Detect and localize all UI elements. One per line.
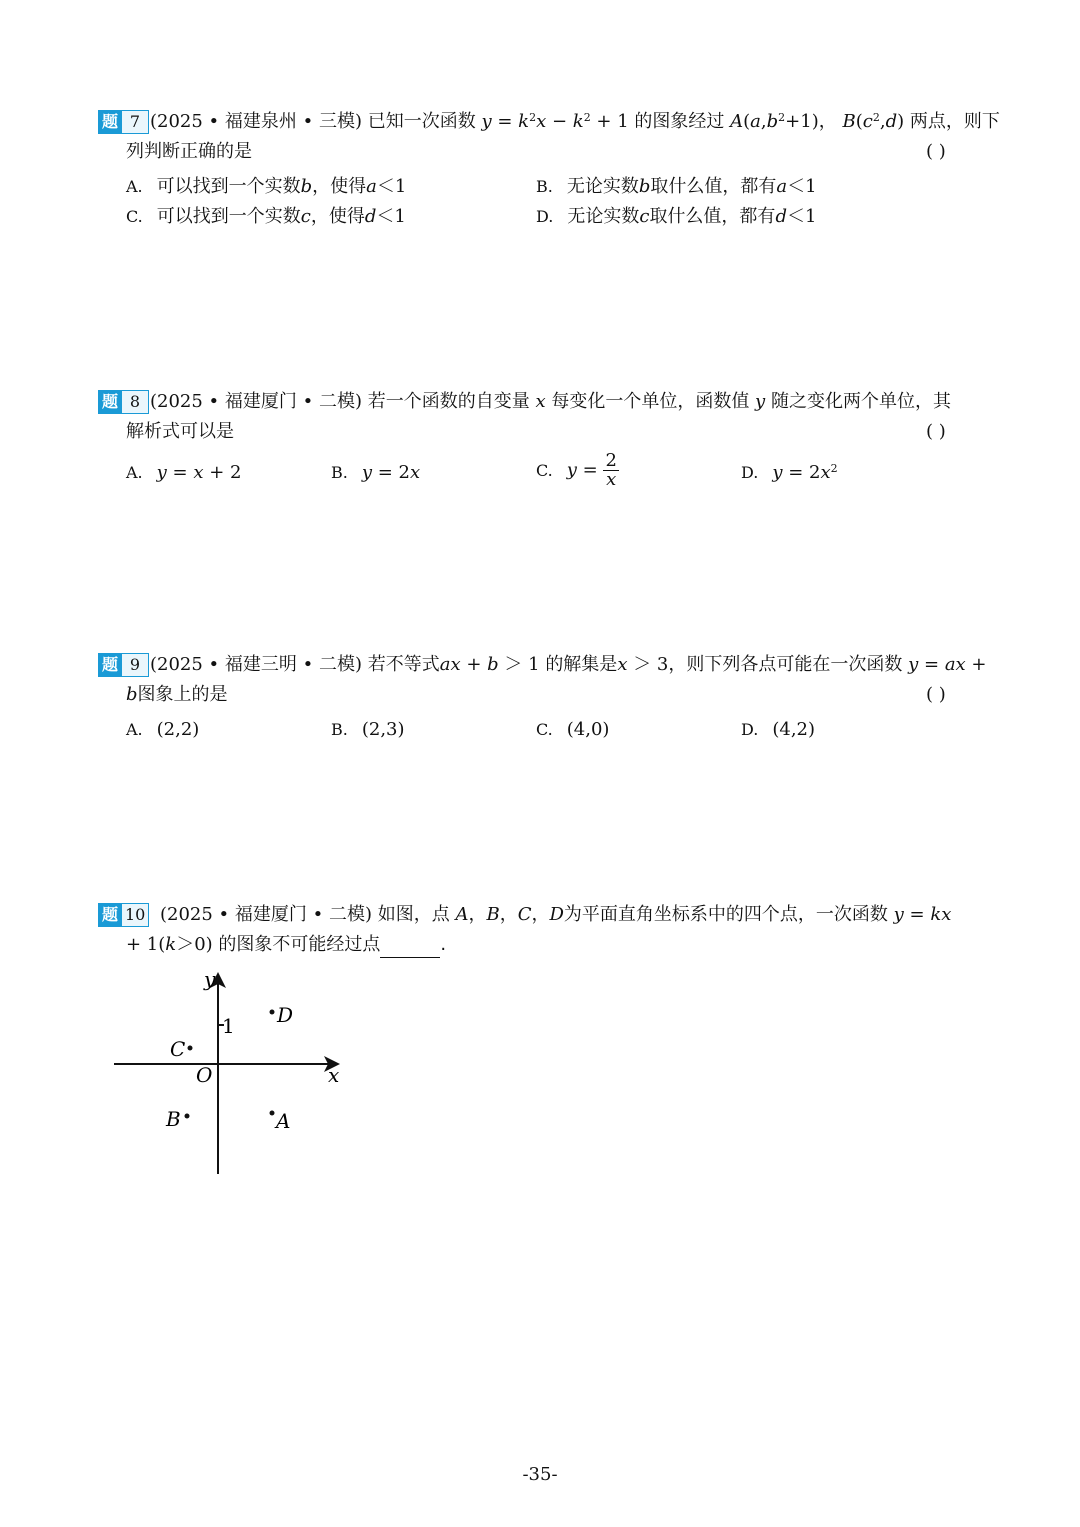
point-b [185,1114,190,1119]
question-7-badge [98,110,149,134]
question-icon: 题 [98,390,122,414]
point-a [270,1111,275,1116]
question-10-line-1: (2025 • 福建厦门 • 二模) 如图，点 A，B，C，D为平面直角坐标系中的四个点，一次函数 y = kx [160,904,952,925]
answer-paren[interactable]: ( ) [926,141,946,162]
question-8-line-1: (2025 • 福建厦门 • 二模) 若一个函数的自变量 x 每变化一个单位，函数值 y 随之变化两个单位，其 [150,391,951,412]
question-number: 8 [122,390,149,414]
point-d [270,1010,275,1015]
option-c[interactable]: C. (4,0) [536,719,610,740]
option-c[interactable]: C. 可以找到一个实数c，使得d＜1 [126,206,406,227]
point-a-label: A [276,1109,291,1133]
answer-blank[interactable] [380,939,440,958]
page-number: -35- [522,1464,558,1485]
option-d[interactable]: D. $y = 2x^2$ [741,462,838,483]
option-b[interactable]: B. (2,3) [331,719,405,740]
answer-paren[interactable]: ( ) [926,421,946,442]
question-source: (2025 • 福建泉州 • 三模) [150,111,362,132]
option-b[interactable]: B. 无论实数b取什么值，都有a＜1 [536,176,817,197]
point-b-label: B [166,1107,181,1131]
point-c-label: C [170,1037,186,1061]
question-icon: 题 [98,110,122,134]
coordinate-graph [112,968,352,1180]
question-9-badge [98,653,149,677]
question-7-line-1: (2025 • 福建泉州 • 三模) 已知一次函数 $y = k^2x - k^2 + 1$ 的图象经过 $A(a,b^2+1)$， $B(c^2,d)$ 两点，则下 [150,111,1000,132]
question-8-badge [98,390,149,414]
fraction: $\frac{2}{x}$ [605,450,617,490]
option-a[interactable]: A. 可以找到一个实数b，使得a＜1 [126,176,407,197]
answer-paren[interactable]: ( ) [926,684,946,705]
option-a[interactable]: A. (2,2) [126,719,200,740]
question-10-line-2: + 1(k＞0) 的图象不可能经过点 . [126,932,446,958]
question-number: 7 [122,110,149,134]
question-10-badge [98,903,149,927]
question-9-line-2: b图象上的是 [126,684,228,705]
option-d[interactable]: D. 无论实数c取什么值，都有d＜1 [536,206,817,227]
origin-label: O [196,1063,213,1087]
option-c[interactable]: C. y = $\frac{2}{x}$ [536,450,617,490]
x-label: x [328,1063,340,1087]
question-8-line-2: 解析式可以是 [126,421,234,442]
point-c [188,1046,193,1051]
question-9-line-1: (2025 • 福建三明 • 二模) 若不等式ax + b ＞ 1 的解集是x ＞ 3，则下列各点可能在一次函数 y = ax + [150,654,987,675]
question-icon: 题 [98,903,122,927]
option-a[interactable]: A. y = x + 2 [126,462,242,483]
question-icon: 题 [98,653,122,677]
tick-1-label: 1 [222,1014,235,1038]
option-b[interactable]: B. y = 2x [331,462,421,483]
question-number: 10 [122,903,149,927]
question-source: (2025 • 福建厦门 • 二模) [150,391,362,412]
y-label: y [204,968,216,991]
point-d-label: D [277,1003,294,1027]
question-source: (2025 • 福建三明 • 二模) [150,654,362,675]
question-number: 9 [122,653,149,677]
question-source: (2025 • 福建厦门 • 二模) [160,904,372,925]
question-7-line-2: 列判断正确的是 [126,141,252,162]
option-d[interactable]: D. (4,2) [741,719,816,740]
